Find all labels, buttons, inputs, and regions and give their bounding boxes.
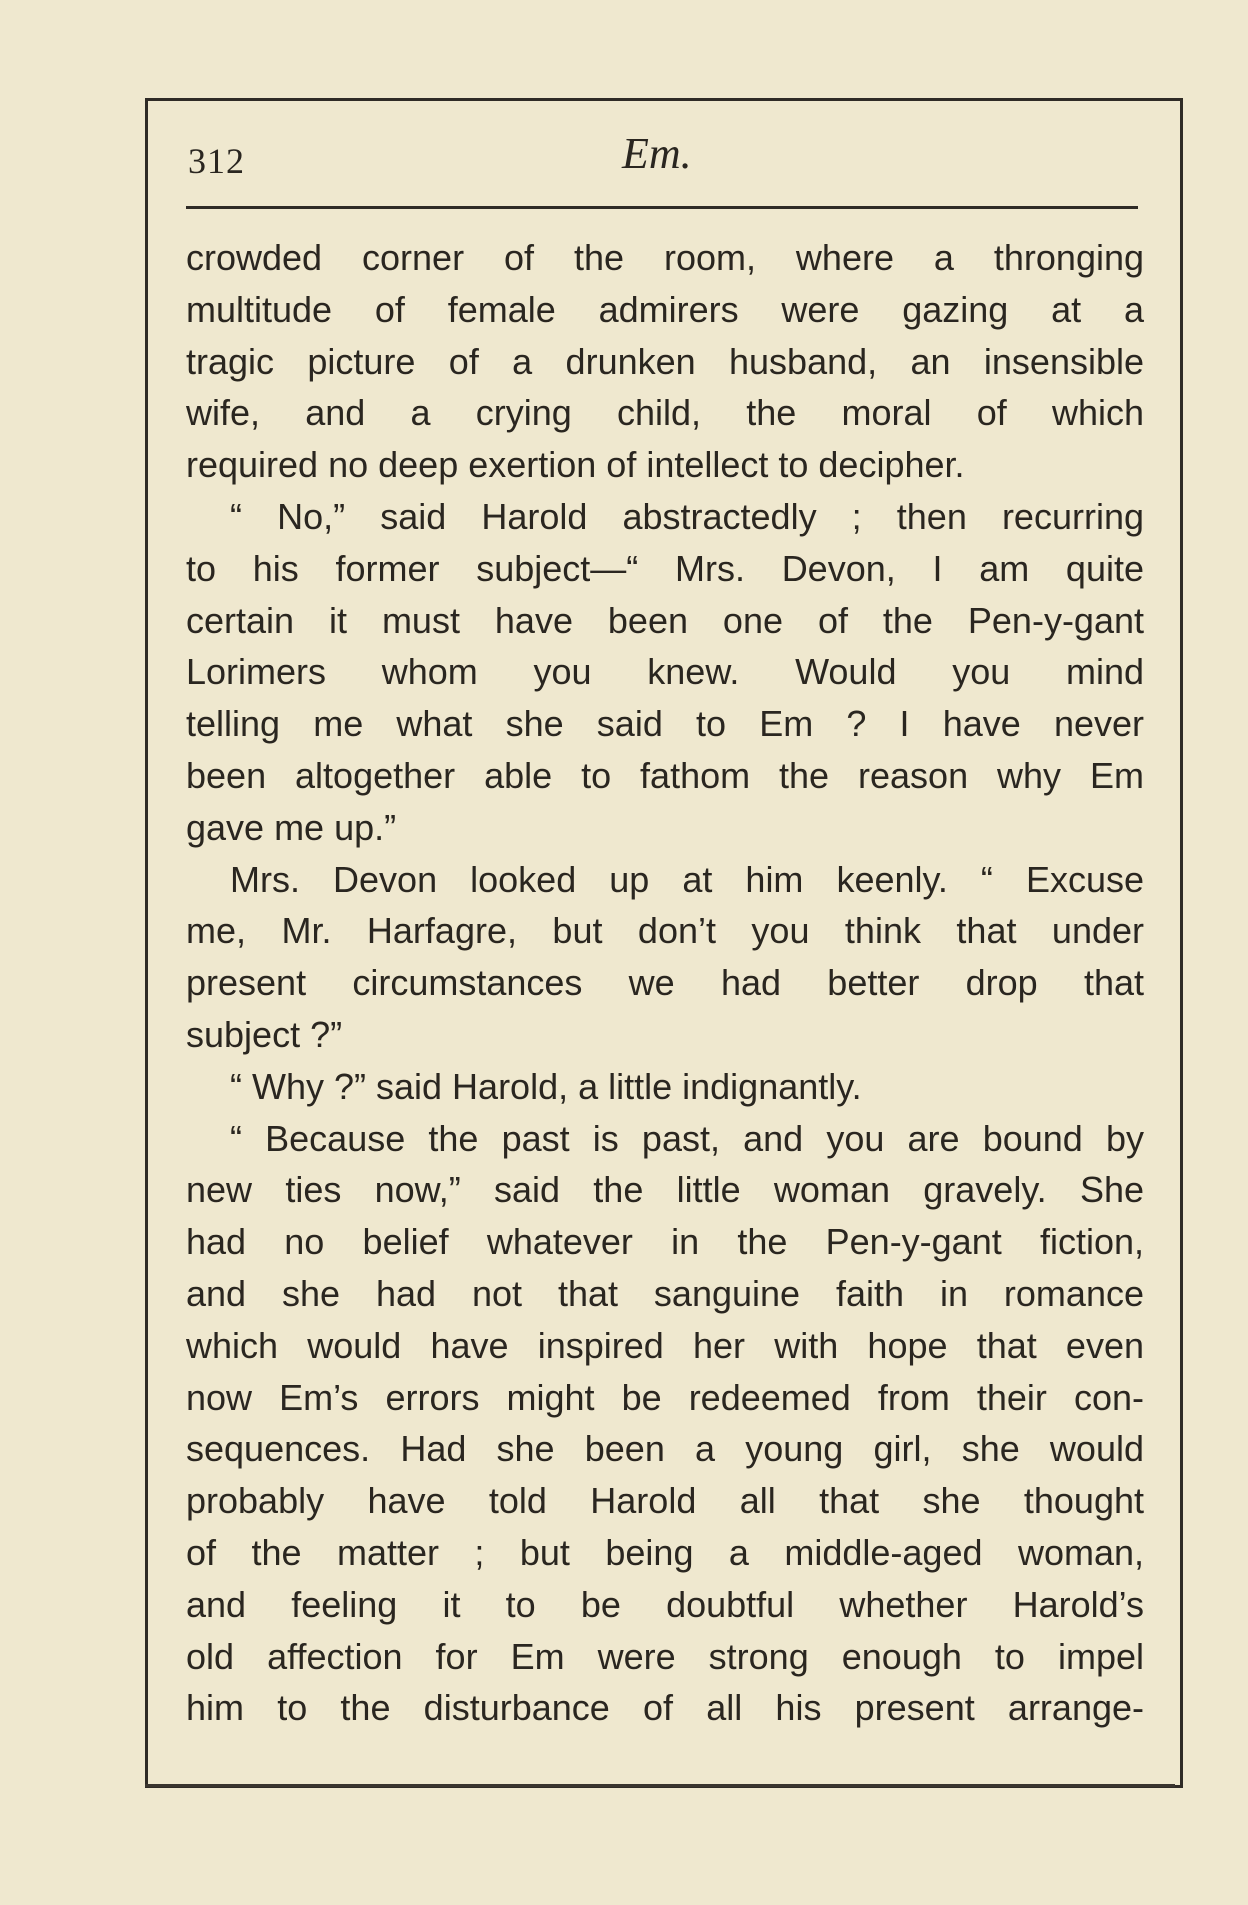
text-line: “ No,” said Harold abstractedly ; then recurring [230,495,1144,537]
text-line: to his former subject—“ Mrs. Devon, I am quite [186,547,1144,589]
text-line: certain it must have been one of the Pen-y-gant [186,599,1144,641]
text-line: him to the disturbance of all his present arrange- [186,1687,1144,1729]
text-line: old affection for Em were strong enough to impel [186,1635,1144,1677]
text-line: sequences. Had she been a young girl, she would [186,1428,1144,1470]
text-line: crowded corner of the room, where a thronging [186,237,1144,278]
text-line: been altogether able to fathom the reason why Em [186,754,1144,796]
text-line: had no belief whatever in the Pen-y-gant fiction, [186,1221,1144,1263]
body-text [186,232,1144,1734]
text-line: present circumstances we had better drop that [186,962,1144,1004]
text-line: tragic picture of a drunken husband, an insensible [186,340,1144,382]
text-line: required no deep exertion of intellect to decipher. [186,444,965,486]
text-line: which would have inspired her with hope that even [186,1324,1144,1366]
text-line: telling me what she said to Em ? I have never [186,703,1144,745]
text-line: new ties now,” said the little woman gravely. She [186,1169,1144,1211]
page-border-bottom [145,1784,1175,1787]
text-line: “ Why ?” said Harold, a little indignantly. [230,1065,862,1107]
text-line: Lorimers whom you knew. Would you mind [186,651,1144,693]
text-line: multitude of female admirers were gazing at a [186,288,1144,330]
text-line: of the matter ; but being a middle-aged woman, [186,1531,1144,1573]
text-line: gave me up.” [186,806,397,848]
text-line: probably have told Harold all that she thought [186,1480,1144,1522]
text-line: wife, and a crying child, the moral of which [186,392,1144,434]
text-line: subject ?” [186,1013,343,1055]
text-line: me, Mr. Harfagre, but don’t you think that under [186,910,1144,952]
text-line: and feeling it to be doubtful whether Harold’s [186,1583,1144,1625]
header-rule [186,206,1138,209]
text-line: and she had not that sanguine faith in romance [186,1272,1144,1314]
page-number: 312 [188,141,245,181]
text-line: now Em’s errors might be redeemed from their con- [186,1376,1144,1418]
text-line: “ Because the past is past, and you are bound by [230,1117,1144,1159]
text-line: Mrs. Devon looked up at him keenly. “ Excuse [230,858,1144,900]
running-title: Em. [622,129,692,178]
